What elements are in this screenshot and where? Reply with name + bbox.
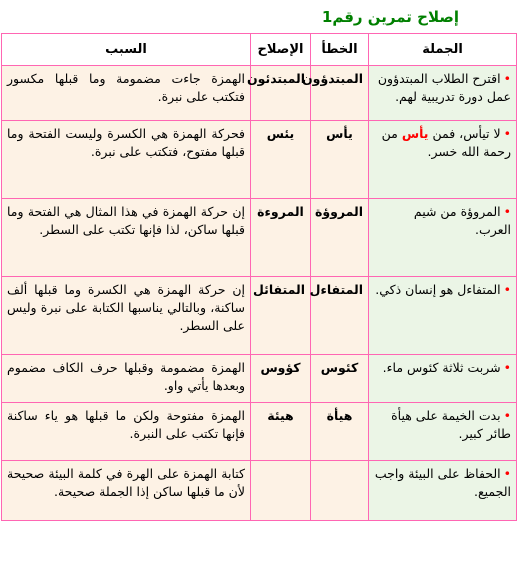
sentence-text: المروؤة من شيم العرب. [413, 204, 511, 237]
sentence-text: اقترح الطلاب المبتدؤون عمل دورة تدريبية لهم. [377, 71, 511, 104]
table-body [2, 66, 517, 521]
error-cell: المبتدؤون [311, 66, 369, 121]
error-cell: المتفاءل [311, 277, 369, 355]
sentence-cell [369, 403, 517, 461]
sentence-cell [369, 461, 517, 521]
table-row [2, 461, 517, 521]
header-sentence: الجملة [369, 34, 517, 66]
error-cell [311, 461, 369, 521]
reason-cell: الهمزة مفتوحة ولكن ما قبلها هو ياء ساكنة فإنها تكتب على النبرة. [2, 403, 251, 461]
table-header-row [2, 34, 517, 66]
header-correction: الإصلاح [251, 34, 311, 66]
header-reason: السبب [2, 34, 251, 66]
reason-cell: كتابة الهمزة على الهرة في كلمة البيئة صحيحة لأن ما قبلها ساكن إذا الجملة صحيحة. [2, 461, 251, 521]
sentence-text: بدت الخيمة على هيأة طائر كبير. [391, 408, 511, 441]
reason-cell: فحركة الهمزة هي الكسرة وليست الفتحة وما قبلها مفتوح، فتكتب على نبرة. [2, 121, 251, 199]
correction-cell [251, 461, 311, 521]
table-row [2, 355, 517, 403]
sentence-text: شربت ثلاثة كئوس ماء. [382, 360, 501, 375]
bullet-icon: • [503, 408, 511, 423]
sentence-cell [369, 355, 517, 403]
error-cell: المروؤة [311, 199, 369, 277]
error-cell: كئوس [311, 355, 369, 403]
correction-cell: المبتدئون [251, 66, 311, 121]
reason-cell: إن حركة الهمزة في هذا المثال هي الفتحة وما قبلها ساكن، لذا فإنها تكتب على السطر. [2, 199, 251, 277]
correction-table [1, 33, 517, 521]
correction-cell: كؤوس [251, 355, 311, 403]
bullet-icon: • [503, 71, 511, 86]
page-title: إصلاح تمرين رقم1 [321, 8, 459, 26]
correction-cell: المتفائل [251, 277, 311, 355]
correction-cell: يئس [251, 121, 311, 199]
bullet-icon: • [503, 204, 511, 219]
correction-cell: هيئة [251, 403, 311, 461]
sentence-text: الحفاظ على البيئة واجب الجميع. [374, 466, 511, 499]
table-row [2, 277, 517, 355]
reason-cell: إن حركة الهمزة هي الكسرة وما قبلها ألف ساكنة، وبالتالي يناسبها الكتابة على نبرة وليس على السطر. [2, 277, 251, 355]
header-error: الخطأ [311, 34, 369, 66]
table-row [2, 199, 517, 277]
correction-cell: المروءة [251, 199, 311, 277]
bullet-icon: • [503, 466, 511, 481]
table-row [2, 121, 517, 199]
sentence-cell [369, 66, 517, 121]
sentence-cell [369, 199, 517, 277]
table-row [2, 403, 517, 461]
bullet-icon: • [503, 126, 511, 141]
table-row [2, 66, 517, 121]
sentence-text: المتفاءل هو إنسان ذكي. [375, 282, 501, 297]
sentence-cell [369, 121, 517, 199]
reason-cell: الهمزة جاءت مضمومة وما قبلها مكسور فتكتب على نبرة. [2, 66, 251, 121]
sentence-text: يأس [401, 126, 429, 141]
error-cell: هيأة [311, 403, 369, 461]
bullet-icon: • [503, 360, 511, 375]
sentence-text: لا تيأس، فمن [432, 126, 501, 141]
reason-cell: الهمزة مضمومة وقبلها حرف الكاف مضموم وبعدها يأتي واو. [2, 355, 251, 403]
error-cell: يأس [311, 121, 369, 199]
bullet-icon: • [503, 282, 511, 297]
sentence-cell [369, 277, 517, 355]
sentence-text: من رحمة الله خسر. [381, 126, 511, 159]
